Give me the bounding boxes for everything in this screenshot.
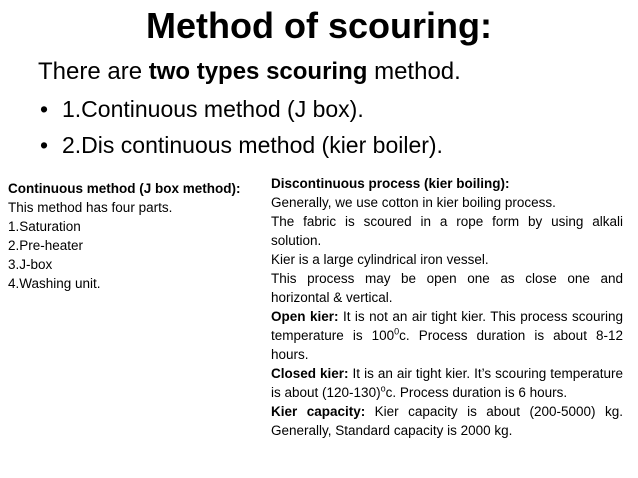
continuous-method-part: 4.Washing unit. — [8, 276, 101, 291]
intro-line — [38, 55, 461, 89]
closed-kier-text: It is an air tight kier. It’s scouring temperature is about (120-130) — [271, 366, 624, 400]
closed-kier-text-end: c. Process duration is 6 hours. — [385, 385, 568, 400]
paragraph-closed-kier — [271, 364, 623, 402]
bullet-text: 2.Dis continuous method (kier boiler). — [62, 132, 443, 158]
method-bullet-list — [40, 91, 443, 163]
open-kier-text: It is not an air tight kier. This process scouring temperature is 100 — [271, 309, 623, 343]
intro-suffix: method. — [367, 58, 461, 85]
kier-capacity-label: Kier capacity: — [271, 404, 366, 419]
continuous-method-part: 3.J-box — [8, 257, 53, 272]
paragraph-open-kier — [271, 307, 623, 364]
continuous-method-part: 1.Saturation — [8, 219, 81, 234]
bullet-text: 1.Continuous method (J box). — [62, 96, 364, 122]
closed-kier-superscript: o — [380, 383, 386, 394]
discontinuous-process-section — [271, 174, 623, 440]
paragraph-kier-vessel: Kier is a large cylindrical iron vessel. — [271, 252, 489, 267]
discontinuous-process-heading: Discontinuous process (kier boiling): — [271, 176, 510, 191]
intro-prefix: There are — [38, 58, 149, 85]
paragraph-open-close: This process may be open one as close one and horizontal & vertical. — [271, 271, 623, 305]
open-kier-text-end: c. Process duration is about 8-12 hours. — [271, 328, 624, 362]
continuous-method-line: This method has four parts. — [8, 200, 173, 215]
paragraph-cotton: Generally, we use cotton in kier boiling process. — [271, 195, 556, 210]
open-kier-label: Open kier: — [271, 309, 339, 324]
intro-bold: two types scouring — [148, 58, 368, 85]
continuous-method-heading: Continuous method (J box method): — [8, 181, 241, 196]
paragraph-kier-capacity — [271, 402, 623, 440]
bullet-marker: • — [40, 96, 49, 122]
bullet-item-continuous — [40, 91, 443, 127]
closed-kier-label: Closed kier: — [271, 366, 349, 381]
slide-title: Method of scouring: — [146, 5, 492, 46]
bullet-item-discontinuous — [40, 127, 443, 163]
kier-capacity-text: Kier capacity is about (200-5000) kg. Generally, Standard capacity is 2000 kg. — [271, 404, 623, 438]
continuous-method-section — [8, 179, 263, 293]
paragraph-rope-form: The fabric is scoured in a rope form by using alkali solution. — [271, 214, 623, 248]
continuous-method-part: 2.Pre-heater — [8, 238, 84, 253]
open-kier-superscript: 0 — [394, 326, 400, 337]
bullet-marker: • — [40, 132, 49, 158]
